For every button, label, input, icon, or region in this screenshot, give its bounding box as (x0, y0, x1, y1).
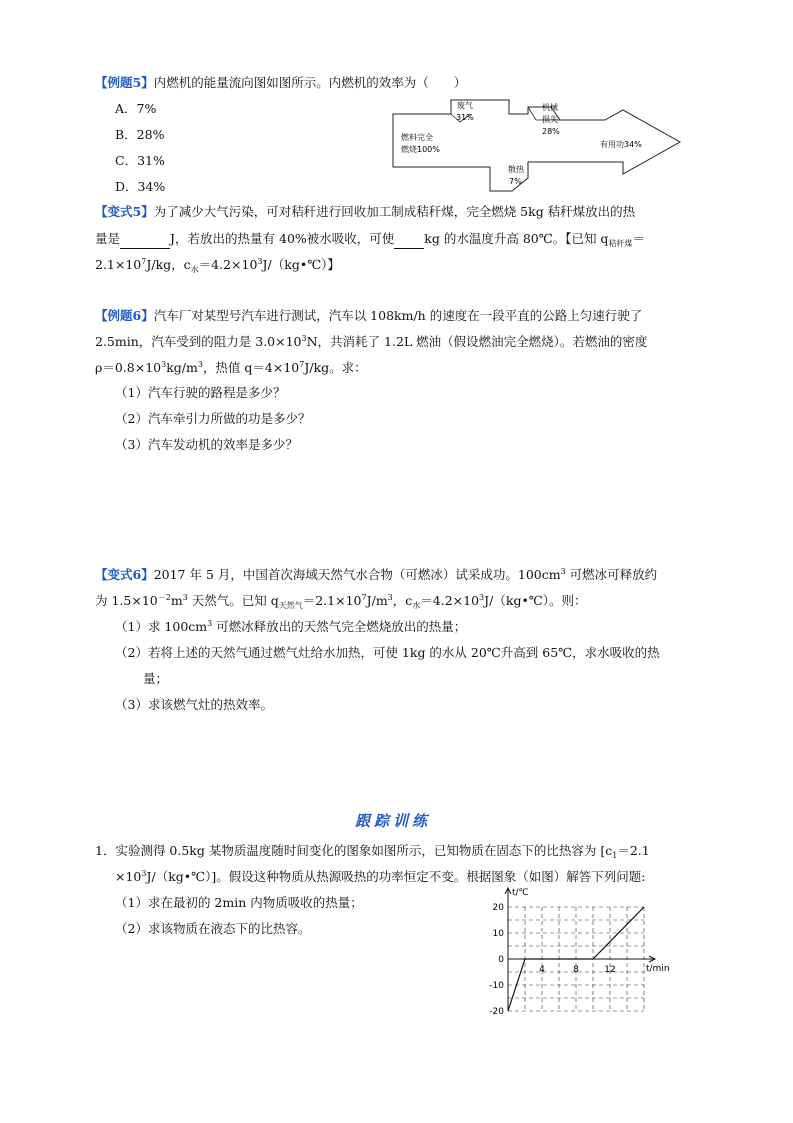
useful-work-label: 有用功34% (600, 140, 642, 149)
heat-label-2: 7% (509, 177, 522, 186)
x-tick-label: 4 (539, 965, 545, 975)
variant6-line1: 【变式6】2017 年 5 月，中国首次海域天然气水合物（可燃冰）试采成功。$100cm^3$ 可燃冰可释放约 (95, 567, 658, 582)
example5-question (95, 75, 466, 91)
option-d: D．34% (115, 179, 166, 194)
example6-q1: （1）汽车行驶的路程是多少？ (115, 385, 286, 400)
example5-text: 内燃机的能量流向图如图所示。内燃机的效率为（ ） (153, 75, 467, 90)
example6-q3: （3）汽车发动机的效率是多少？ (115, 437, 298, 452)
option-b: B．28% (115, 127, 165, 142)
problem1-line1: 1．实验测得 0.5kg 某物质温度随时间变化的图象如图所示，已知物质在固态下的比热容为 [$c_1=2.1$ (95, 843, 650, 860)
variant6-q3: （3）求该燃气灶的热效率。 (115, 697, 273, 712)
variant6-q2-cont: 量； (143, 671, 169, 686)
heat-label-1: 散热 (508, 165, 524, 174)
mech-label-2: 损失 (542, 115, 558, 124)
y-tick-label: 0 (498, 955, 504, 965)
example5-tag: 【例题5】 (95, 75, 154, 90)
variant5-tag: 【变式5】 (95, 204, 154, 219)
temperature-time-chart (468, 885, 686, 1025)
fuel-label-2: 燃烧100% (401, 145, 440, 154)
example6-line2: 2.5min，汽车受到的阻力是 $3.0\times 10^3N$，共消耗了 1.2L 燃油（假设燃油完全燃烧）。若燃油的密度 (95, 334, 648, 349)
variant6-q2: （2）若将上述的天然气通过燃气灶给水加热，可使 1kg 的水从 20℃升高到 65℃，求水吸收的热 (115, 645, 660, 660)
energy-flow-diagram (388, 96, 688, 196)
y-tick-label: 20 (492, 903, 504, 913)
x-tick-label: 12 (604, 965, 616, 975)
chart-axes (505, 888, 655, 1011)
y-tick-label: -10 (489, 981, 504, 991)
problem1-line2: $\times 10^3J/(kg•℃)$]。假设这种物质从热源吸热的功率恒定不变。根据图象（如图）解答下列问题: (115, 869, 646, 884)
section-title: 跟踪训练 (355, 812, 432, 830)
blank-heat (120, 236, 170, 249)
exhaust-label-1: 废气 (457, 101, 473, 110)
variant6-tag: 【变式6】 (95, 567, 154, 582)
option-a: A．7% (115, 101, 157, 116)
example6-line3: $\rho=0.8\times 10^3kg/m^3$，热值 $q=4\times 10^7J/kg$。求： (95, 360, 367, 375)
mech-label-3: 28% (542, 127, 560, 136)
chart-xlabel: t/min (646, 964, 670, 974)
variant5-line1: 【变式5】为了减少大气污染，可对秸秆进行回收加工制成秸秆煤，完全燃烧 5kg 秸秆煤放出的热 (95, 204, 636, 219)
variant5-line3: $2.1\times 10^7J/kg$，$c_水=4.2\times 10^3J/(kg•℃)$】 (95, 257, 340, 274)
x-tick-label: 8 (573, 965, 579, 975)
mech-label-1: 机械 (542, 103, 558, 112)
problem1-q1: （1）求在最初的 2min 内物质吸收的热量； (115, 895, 363, 910)
variant6-line2: 为 $1.5\times 10^{-2}m^3$ 天然气。已知 $q_{天然气}=2.1\times 10^7J/m^3$，$c_水=4.2\times 10^3J/(kg•℃)$。则： (95, 593, 587, 610)
blank-mass (394, 236, 424, 249)
example6-q2: （2）汽车牵引力所做的功是多少？ (115, 411, 311, 426)
exhaust-label-2: 31% (456, 113, 474, 122)
option-c: C．31% (115, 153, 165, 168)
fuel-label-1: 燃料完全 (401, 133, 433, 142)
y-tick-label: 10 (492, 929, 504, 939)
example6-line1: 【例题6】汽车厂对某型号汽车进行测试，汽车以 108km/h 的速度在一段平直的公路上匀速行驶了 (95, 308, 643, 323)
variant6-q1: （1）求 $100cm^3$ 可燃冰释放出的天然气完全燃烧放出的热量； (115, 619, 467, 634)
example6-tag: 【例题6】 (95, 308, 154, 323)
variant5-line2: 量是 J，若放出的热量有 40%被水吸收，可使 kg 的水温度升高 80℃。【已知 $q_{秸秆煤}=$ (95, 231, 645, 248)
problem1-q2: （2）求该物质在液态下的比热容。 (115, 921, 311, 936)
chart-ylabel: t/℃ (512, 888, 529, 898)
y-tick-label: -20 (489, 1007, 504, 1017)
